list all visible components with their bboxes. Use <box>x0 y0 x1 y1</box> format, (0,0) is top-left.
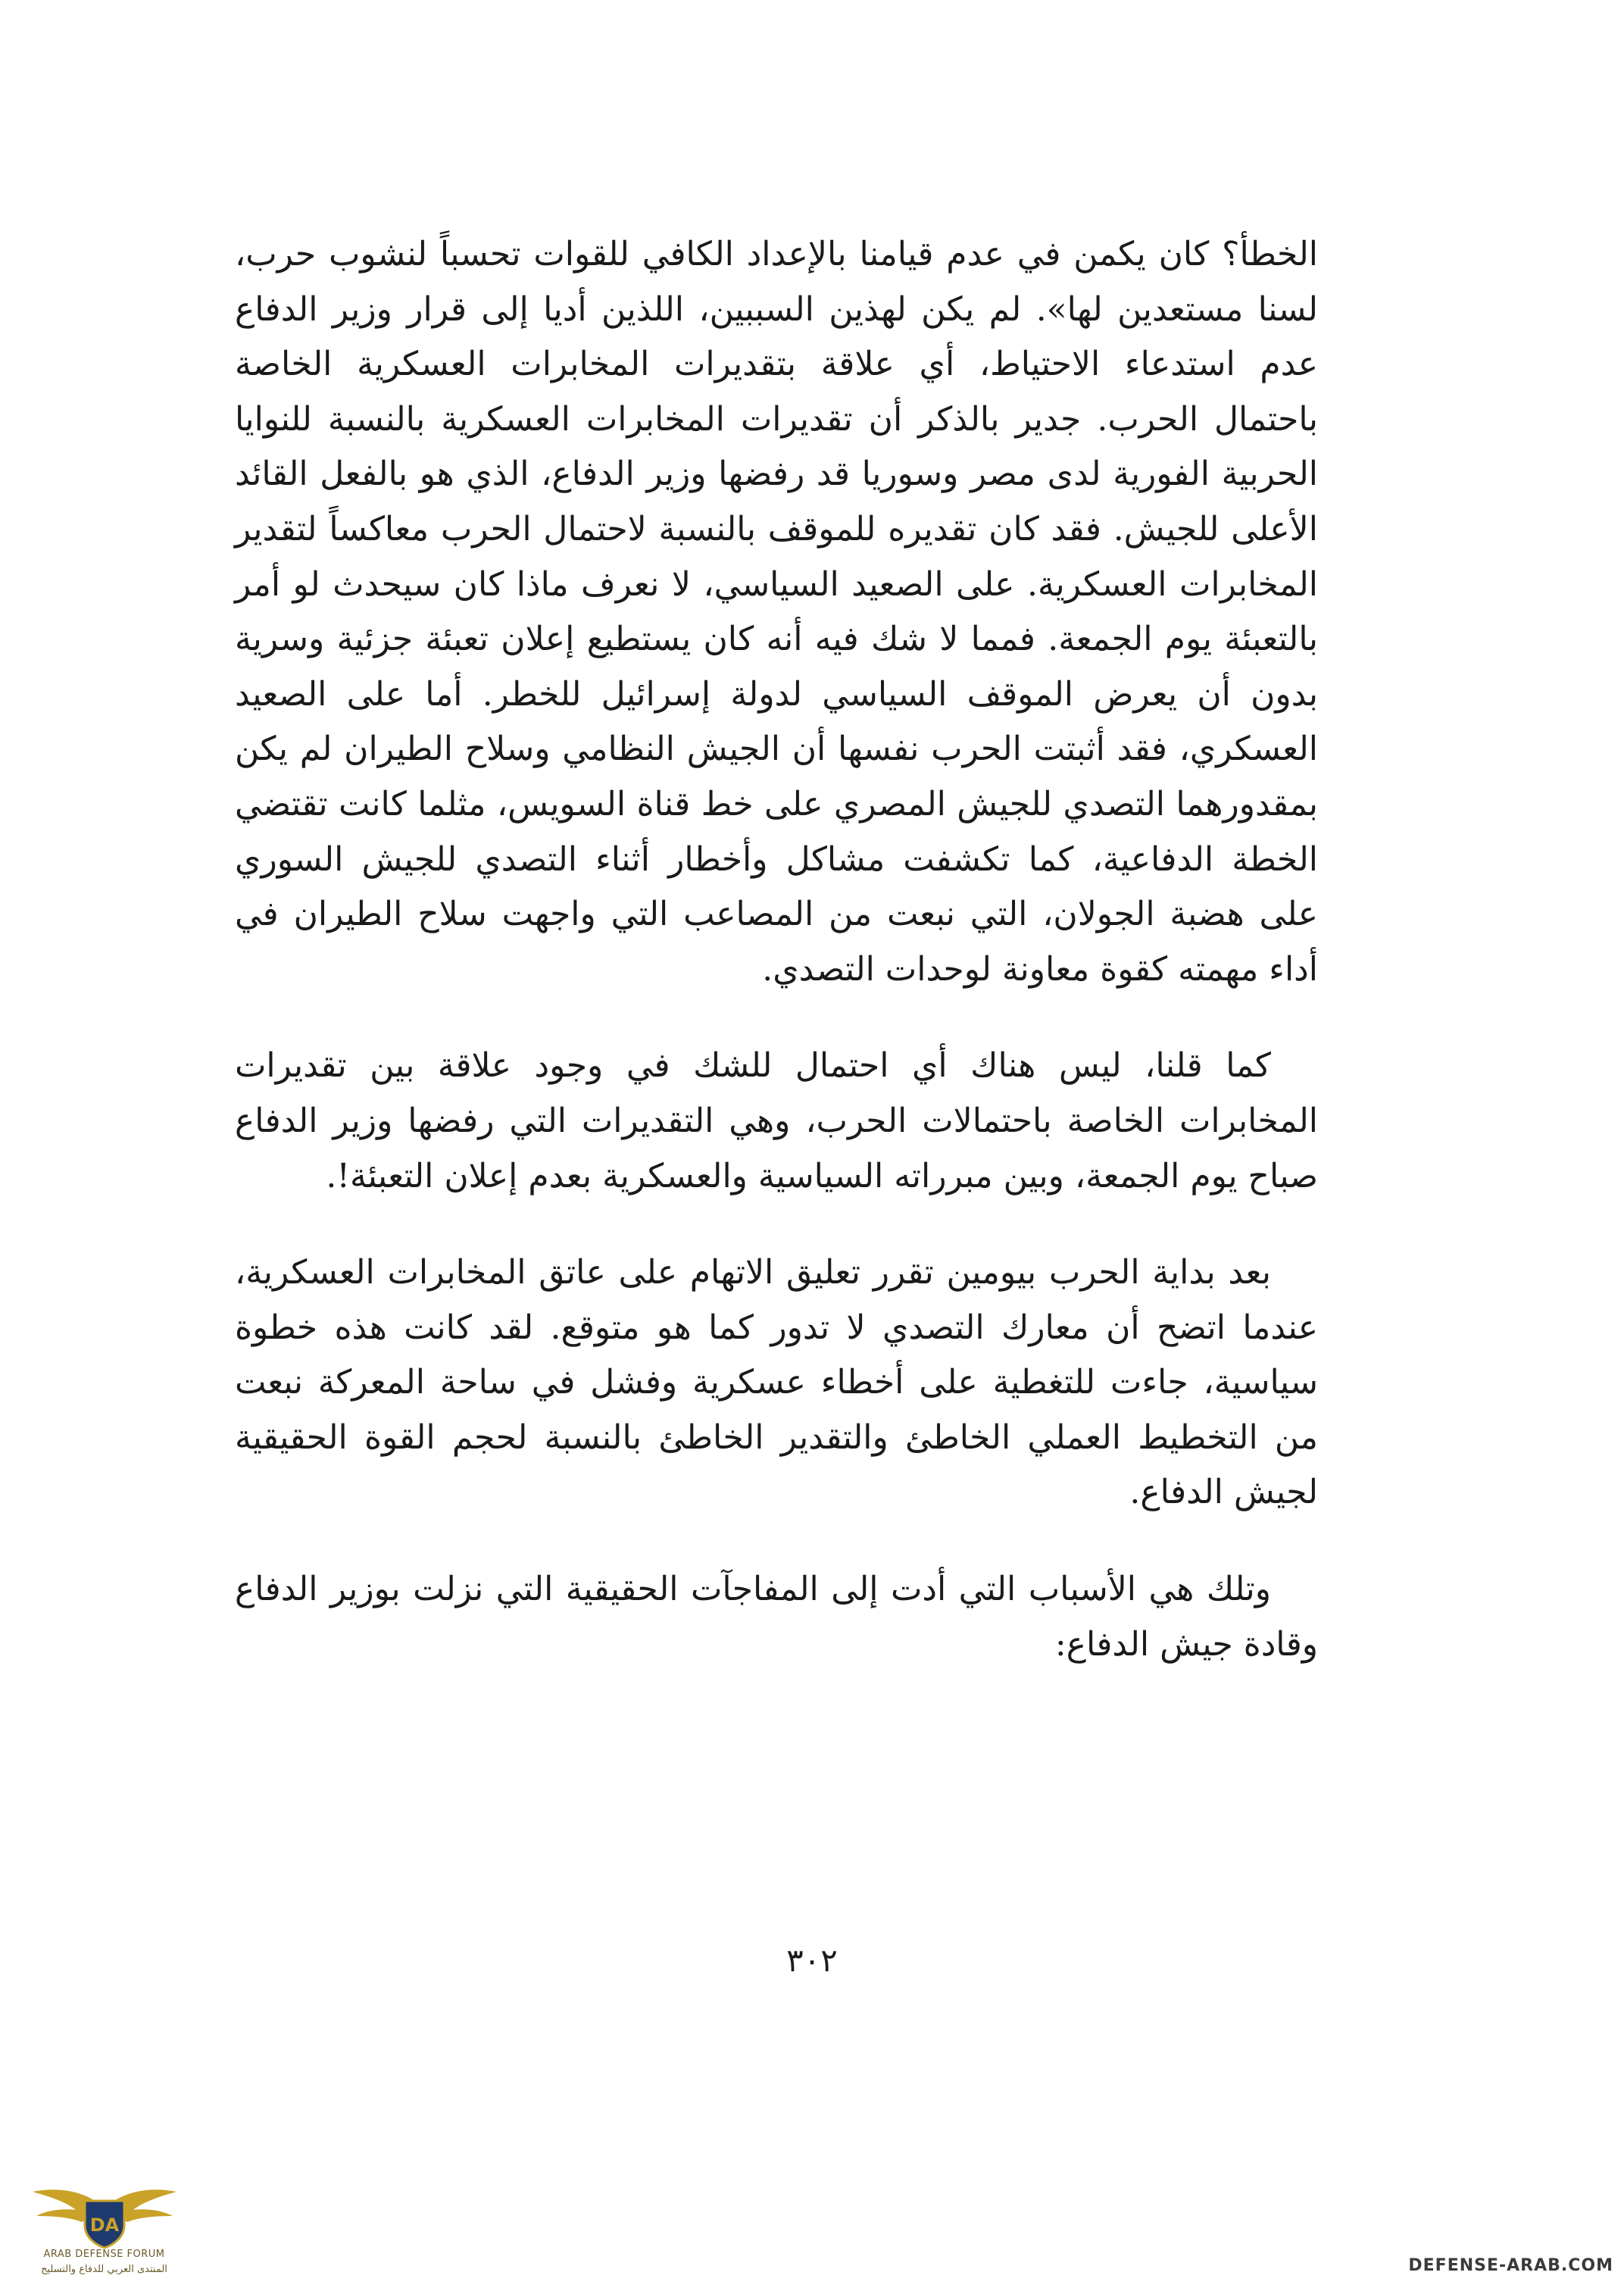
paragraph-1: الخطأ؟ كان يكمن في عدم قيامنا بالإعداد الكافي للقوات تحسباً لنشوب حرب، لسنا مستعدين لها». لم يكن لهذين السببين، اللذين أديا إلى قرار وزير الدفاع عدم استدعاء الاحتياط، أي علاقة بتقديرات المخابرات العسكرية الخاصة باحتمال الحرب. جدير بالذكر أن تقديرات المخابرات العسكرية بالنسبة للنوايا الحربية الفورية لدى مصر وسوريا قد رفضها وزير الدفاع، الذي هو بالفعل القائد الأعلى للجيش. فقد كان تقديره للموقف بالنسبة لاحتمال الحرب معاكساً لتقدير المخابرات العسكرية. على الصعيد السياسي، لا نعرف ماذا كان سيحدث لو أمر بالتعبئة يوم الجمعة. فمما لا شك فيه أنه كان يستطيع إعلان تعبئة جزئية وسرية بدون أن يعرض الموقف السياسي لدولة إسرائيل للخطر. أما على الصعيد العسكري، فقد أثبتت الحرب نفسها أن الجيش النظامي وسلاح الطيران لم يكن بمقدورهما التصدي للجيش المصري على خط قناة السويس، مثلما كانت تقتضي الخطة الدفاعية، كما تكشفت مشاكل وأخطار أثناء التصدي للجيش السوري على هضبة الجولان، التي نبعت من المصاعب التي واجهت سلاح الطيران في أداء مهمته كقوة معاونة لوحدات التصدي. <box>235 235 1319 989</box>
paragraph-3: بعد بداية الحرب بيومين تقرر تعليق الاتهام على عاتق المخابرات العسكرية، عندما اتضح أن معارك التصدي لا تدور كما هو متوقع. لقد كانت هذه خطوة سياسية، جاءت للتغطية على أخطاء عسكرية وفشل في ساحة المعركة نبعت من التخطيط العملي الخاطئ والتقدير الخاطئ بالنسبة لحجم القوة الحقيقية لجيش الدفاع. <box>235 1253 1318 1512</box>
paragraph-4: وتلك هي الأسباب التي أدت إلى المفاجآت الحقيقية التي نزلت بوزير الدفاع وقادة جيش الدفاع: <box>235 1570 1318 1664</box>
page-body <box>235 227 1318 1672</box>
site-watermark: DEFENSE-ARAB.COM <box>1408 2256 1613 2275</box>
logo-name-ar: المنتدى العربي للدفاع والتسليح <box>41 2264 167 2275</box>
logo-name-en: ARAB DEFENSE FORUM <box>43 2249 165 2260</box>
paragraph-2: كما قلنا، ليس هناك أي احتمال للشك في وجود علاقة بين تقديرات المخابرات الخاصة باحتمالات الحرب، وهي التقديرات التي رفضها وزير الدفاع صباح يوم الجمعة، وبين مبرراته السياسية والعسكرية بعدم إعلان التعبئة!. <box>235 1046 1318 1196</box>
page-number: ٣٠٢ <box>786 1942 838 1979</box>
logo-letters: DA <box>89 2214 120 2236</box>
